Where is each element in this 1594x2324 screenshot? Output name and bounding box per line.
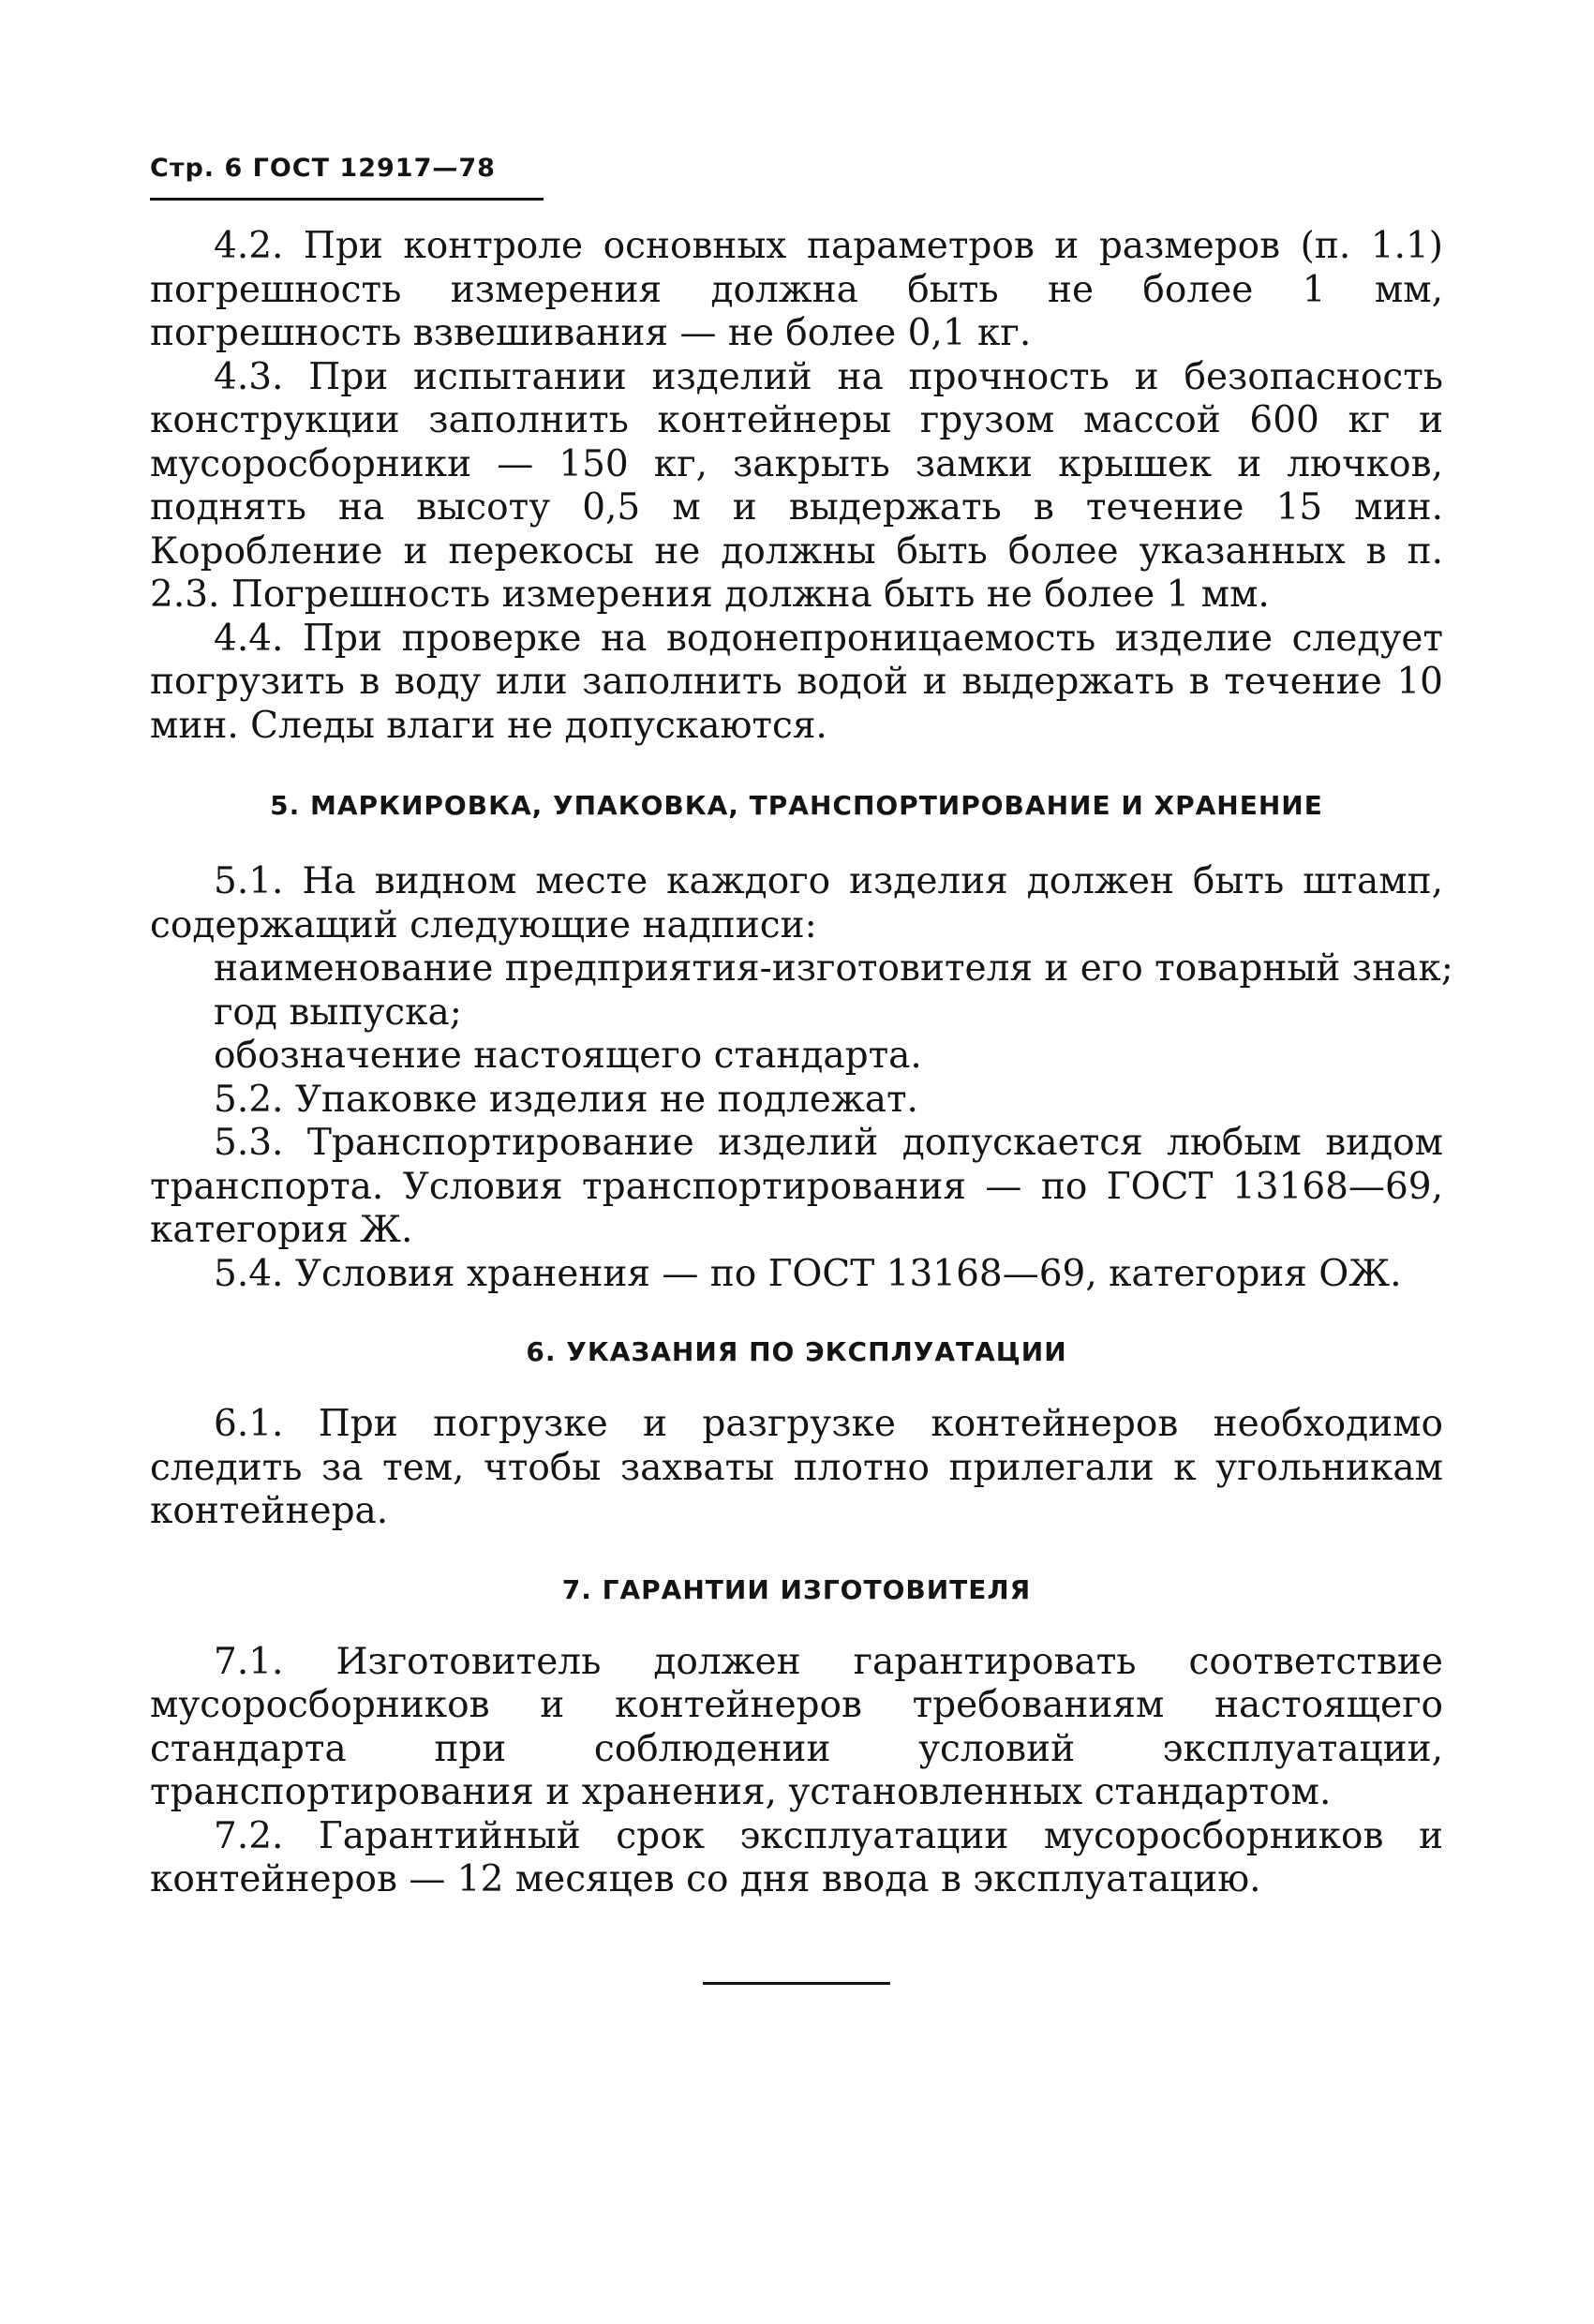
section-6-heading: 6. УКАЗАНИЯ ПО ЭКСПЛУАТАЦИИ [526, 1336, 1067, 1367]
list-item: год выпуска; [214, 991, 462, 1034]
end-rule [703, 1982, 890, 1985]
paragraph-5-4: 5.4. Условия хранения — по ГОСТ 13168—69, категория ОЖ. [214, 1252, 1402, 1295]
document-body [150, 225, 1453, 1902]
paragraph-5-3: 5.3. Транспортирование изделий допускается любым видом транспорта. Условия транспортирования — по ГОСТ 13168—69, категория Ж. [150, 1122, 1443, 1251]
paragraph-7-1: 7.1. Изготовитель должен гарантировать соответствие мусоросборников и контейнеров требованиям настоящего стандарта при соблюдении условий эксплуатации, транспортирования и хранения, установленных стандартом. [150, 1640, 1443, 1813]
paragraph-7-2: 7.2. Гарантийный срок эксплуатации мусоросборников и контейнеров — 12 месяцев со дня ввода в эксплуатацию. [150, 1814, 1443, 1900]
paragraph-4-3: 4.3. При испытании изделий на прочность и безопасность конструкции заполнить контейнеры грузом массой 600 кг и мусоросборники — 150 кг, закрыть замки крышек и лючков, поднять на высоту 0,5 м и выдержать в течение 15 мин. Коробление и перекосы не должны быть более указанных в п. 2.3. Погрешность измерения должна быть не более 1 мм. [150, 355, 1443, 616]
section-7-heading: 7. ГАРАНТИИ ИЗГОТОВИТЕЛЯ [561, 1573, 1032, 1605]
paragraph-4-2: 4.2. При контроле основных параметров и размеров (п. 1.1) погрешность измерения должна быть не более 1 мм, погрешность взвешивания — не более 0,1 кг. [150, 225, 1443, 354]
header-rule [150, 198, 544, 201]
paragraph-5-1: 5.1. На видном месте каждого изделия должен быть штамп, содержащий следующие надписи: [150, 860, 1443, 946]
paragraph-5-2: 5.2. Упаковке изделия не подлежат. [214, 1078, 918, 1121]
paragraph-4-4: 4.4. При проверке на водонепроницаемость изделие следует погрузить в воду или заполнить водой и выдержать в течение 10 мин. Следы влаги не допускаются. [150, 617, 1443, 747]
page-header: Стр. 6 ГОСТ 12917—78 [150, 154, 496, 183]
list-item: наименование предприятия-изготовителя и его товарный знак; [214, 947, 1453, 990]
paragraph-6-1: 6.1. При погрузке и разгрузке контейнеров необходимо следить за тем, чтобы захваты плотно прилегали к угольникам контейнера. [150, 1403, 1443, 1532]
section-5-heading: 5. МАРКИРОВКА, УПАКОВКА, ТРАНСПОРТИРОВАНИЕ И ХРАНЕНИЕ [270, 790, 1323, 821]
list-item: обозначение настоящего стандарта. [214, 1035, 922, 1077]
